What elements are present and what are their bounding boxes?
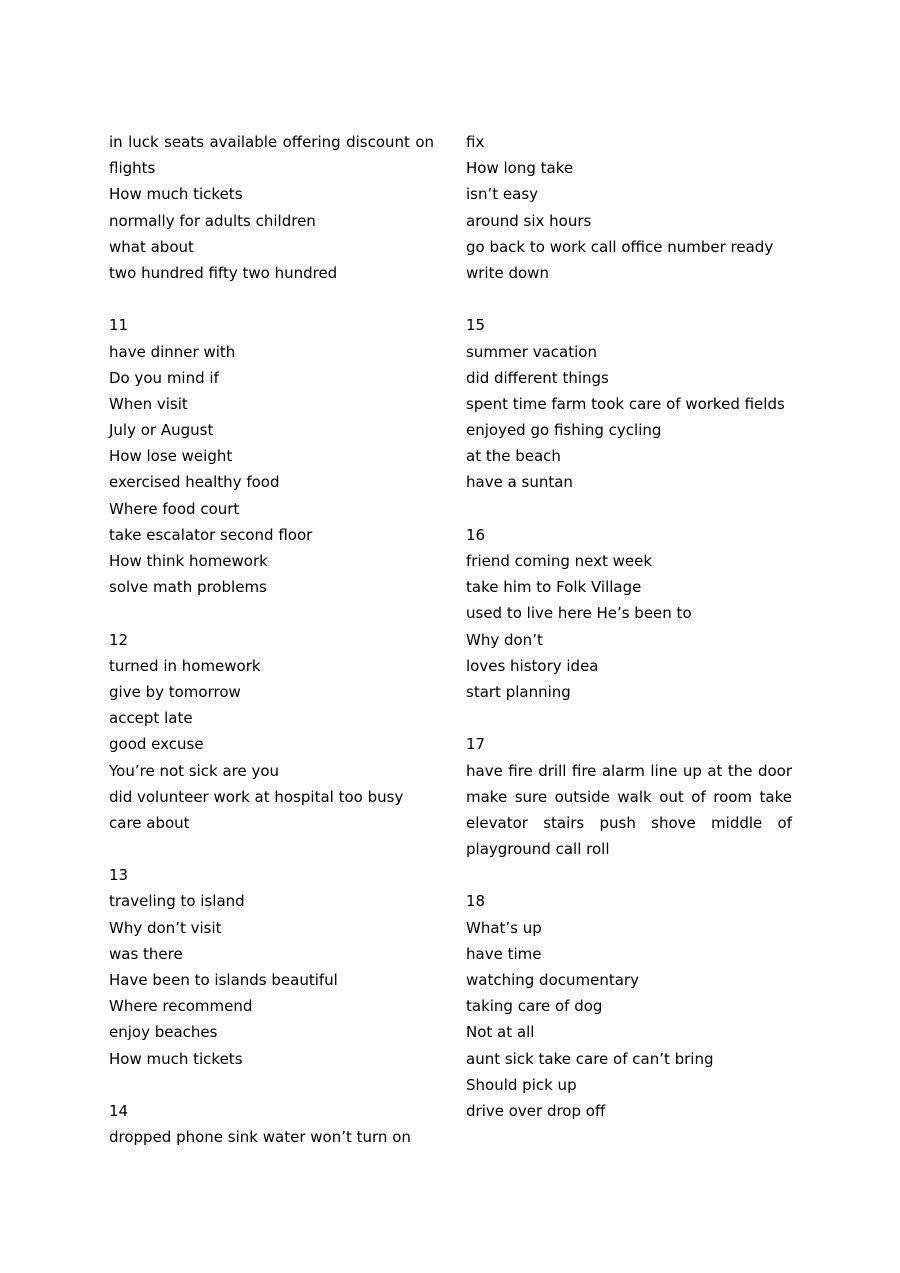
text-line: give by tomorrow	[109, 682, 241, 701]
text-line: What’s up	[466, 918, 542, 937]
text-line: was there	[109, 944, 183, 963]
text-line: isn’t easy	[466, 185, 539, 204]
text-line: write down	[466, 263, 549, 282]
blank-line	[466, 286, 792, 312]
text-line: Do you mind if	[109, 368, 219, 387]
text-line: watching documentary	[466, 971, 639, 989]
text-line: good excuse	[109, 735, 204, 754]
text-line: enjoyed go fishing cycling	[466, 421, 662, 440]
text-line: two hundred fifty two hundred	[109, 263, 338, 282]
section-number: 12	[109, 630, 129, 649]
text-line: How lose weight	[109, 447, 233, 466]
text-line: July or August	[109, 421, 214, 440]
text-line: accept late	[109, 709, 193, 728]
section-number: 13	[109, 866, 129, 885]
text-line: care about	[109, 813, 190, 832]
text-line: around six hours	[466, 211, 592, 230]
text-line: start planning	[466, 682, 571, 701]
text-line: summer vacation	[466, 342, 597, 361]
text-line: go back to work call office number ready	[466, 237, 774, 256]
text-line: playground call roll	[466, 840, 610, 859]
text-line: have dinner with	[109, 342, 236, 361]
text-line: How much tickets	[109, 185, 243, 204]
text-line: normally for adults children	[109, 211, 316, 230]
text-line: Have been to islands beautiful	[109, 971, 338, 989]
text-line: How much tickets	[109, 1049, 243, 1068]
blank-line	[109, 836, 434, 862]
text-line: exercised healthy food	[109, 473, 280, 492]
text-line: at the beach	[466, 447, 561, 466]
text-line: elevator stairs push shove middle of	[466, 813, 792, 832]
section-number: 15	[466, 316, 486, 335]
text-line: did volunteer work at hospital too busy	[109, 787, 404, 806]
text-line: You’re not sick are you	[109, 761, 280, 780]
section-number: 16	[466, 525, 486, 544]
blank-line	[466, 496, 792, 522]
text-line: taking care of dog	[466, 997, 603, 1016]
blank-line	[109, 286, 434, 312]
text-line: make sure outside walk out of room take	[466, 787, 792, 806]
text-line: Should pick up	[466, 1075, 577, 1094]
section-number: 14	[109, 1101, 129, 1120]
text-line: How long take	[466, 159, 574, 178]
text-line: How think homework	[109, 552, 268, 570]
section-number: 17	[466, 735, 486, 754]
text-line: take him to Folk Village	[466, 578, 642, 597]
blank-line	[109, 600, 434, 626]
text-line: enjoy beaches	[109, 1023, 218, 1042]
text-line: dropped phone sink water won’t turn on	[109, 1128, 411, 1147]
blank-line	[466, 862, 792, 888]
text-line: did different things	[466, 368, 609, 387]
section-number: 11	[109, 316, 129, 335]
text-line: have fire drill fire alarm line up at the door	[466, 761, 792, 780]
right-column	[466, 129, 792, 1124]
text-line: what about	[109, 237, 194, 256]
text-line: fix	[466, 133, 485, 151]
text-line: Where recommend	[109, 997, 253, 1016]
blank-line	[466, 705, 792, 731]
text-line: have a suntan	[466, 473, 573, 492]
text-line: When visit	[109, 394, 188, 413]
blank-line	[109, 1072, 434, 1098]
text-line: friend coming next week	[466, 552, 653, 570]
text-line: flights	[109, 159, 156, 178]
text-line: traveling to island	[109, 892, 245, 911]
section-number: 18	[466, 892, 486, 911]
text-line: have time	[466, 944, 542, 963]
text-line: loves history idea	[466, 656, 599, 675]
text-line: Not at all	[466, 1023, 535, 1042]
text-line: aunt sick take care of can’t bring	[466, 1049, 714, 1068]
text-line: Why don’t visit	[109, 918, 222, 937]
text-line: drive over drop off	[466, 1101, 606, 1120]
text-line: in luck seats available offering discount on	[109, 133, 434, 151]
text-line: solve math problems	[109, 578, 267, 597]
text-line: Where food court	[109, 499, 240, 518]
text-line: turned in homework	[109, 656, 261, 675]
text-line: take escalator second floor	[109, 525, 313, 544]
left-column	[109, 129, 434, 1150]
text-line: Why don’t	[466, 630, 543, 649]
text-line: used to live here He’s been to	[466, 604, 692, 623]
text-line: spent time farm took care of worked fields	[466, 394, 785, 413]
